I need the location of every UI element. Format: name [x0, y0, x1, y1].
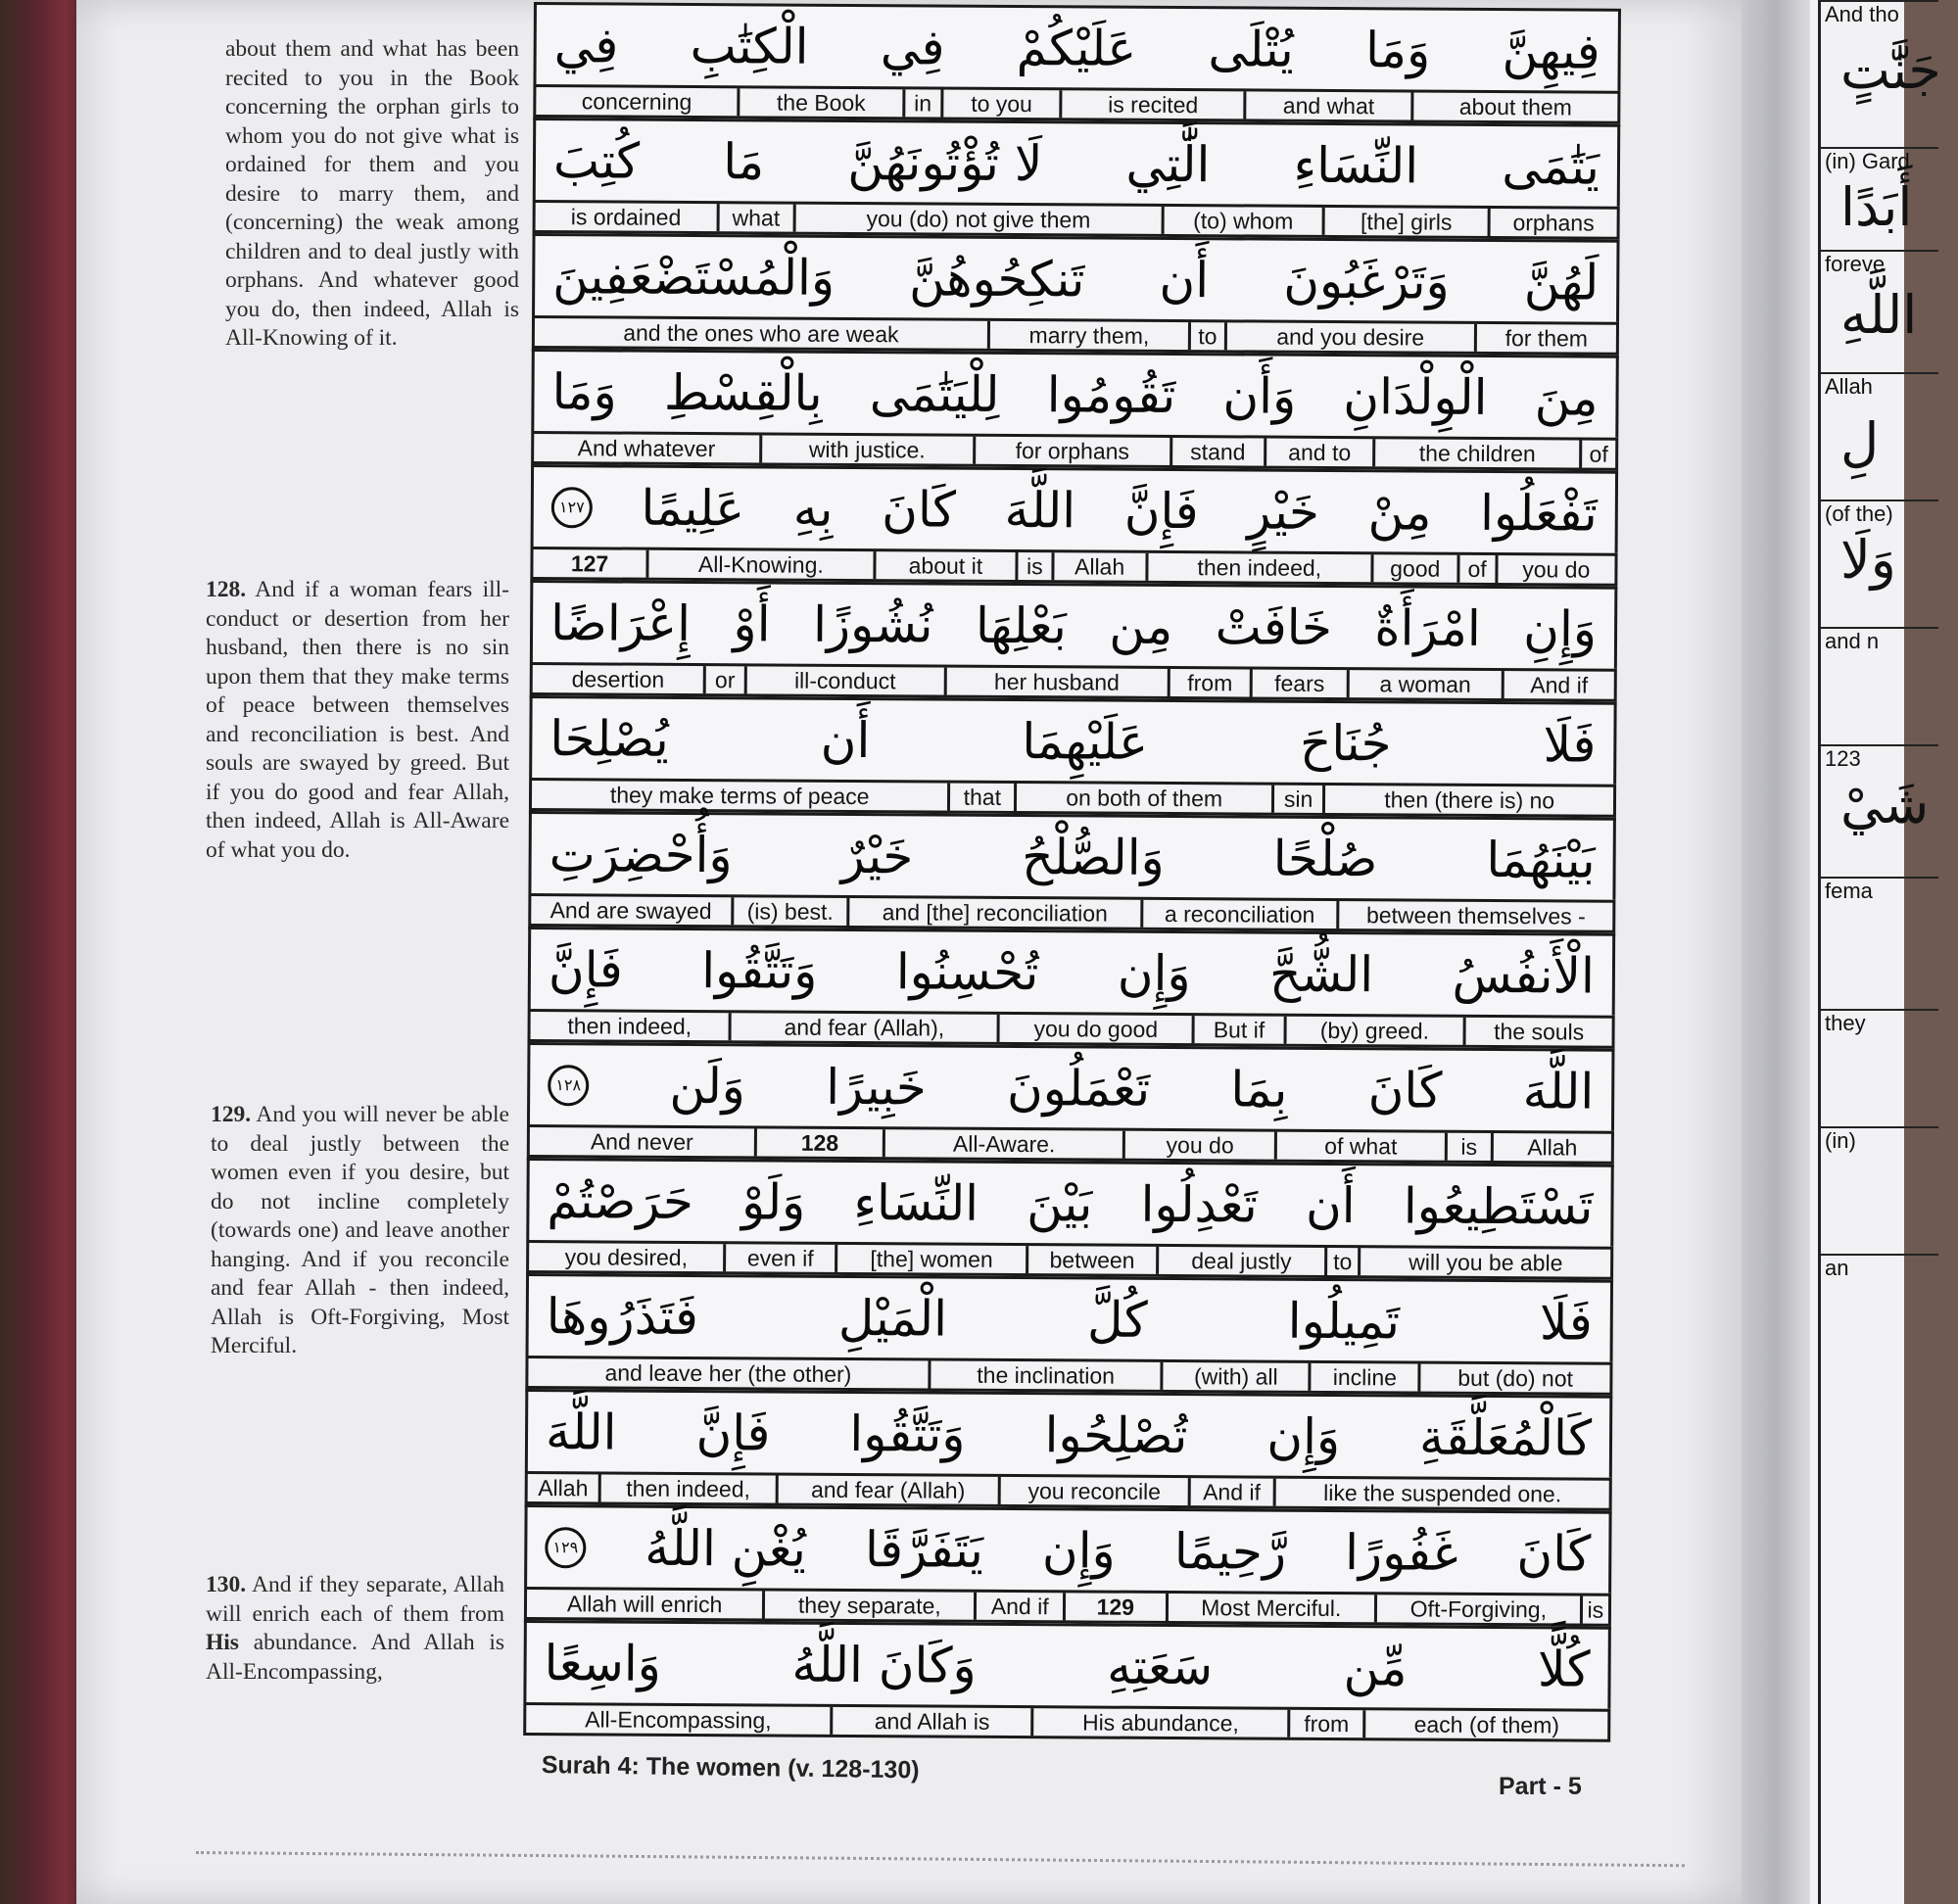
translation-cell: and leave her (the other)	[604, 1359, 852, 1388]
passage-text: abundance. And Allah is All-Encompassing,	[206, 1630, 505, 1685]
translation-cell: (to) whom	[1162, 207, 1323, 235]
translation-cell: And whatever	[577, 435, 716, 462]
arabic-word: امْرَأَةٌ	[1374, 598, 1481, 657]
translation-cell: you reconcile	[998, 1477, 1188, 1505]
verse-line	[524, 1504, 1612, 1627]
translation-cell: and the ones who are weak	[623, 319, 899, 348]
translation-cell: And if	[974, 1593, 1063, 1621]
translation-cell: and what	[1244, 91, 1411, 119]
arabic-word: مَا	[723, 132, 765, 190]
translation-cell: Most Merciful.	[1165, 1594, 1374, 1622]
np-arabic: أَبَدًا	[1840, 176, 1913, 238]
arabic-word: وَمَا	[551, 362, 617, 421]
passage-text: And you will never be able to deal justly between the women even if you desire, but do not incline completely (towards one) and leave another hanging. And if you reconcile and fear Allah - then indeed, Allah is Oft-Forgiving, Most Merciful.	[211, 1102, 509, 1358]
arabic-word: وَلَوْ	[740, 1172, 806, 1231]
arabic-word: وَتَتَّقُوا	[849, 1404, 966, 1463]
translation-cell: is ordained	[570, 204, 682, 230]
arabic-line	[532, 233, 1619, 322]
part-label: Part - 5	[1499, 1773, 1582, 1800]
arabic-word: لَهُنَّ	[1523, 253, 1600, 311]
arabic-word: تَمِيلُوا	[1287, 1292, 1401, 1350]
translation-cell: (with) all	[1161, 1362, 1309, 1391]
arabic-word: وَمَا	[1364, 21, 1431, 79]
np-arabic: شَيْ	[1840, 774, 1930, 835]
word-by-word-grid	[523, 0, 1621, 1740]
translation-cell: you desired,	[564, 1244, 689, 1270]
verse-line	[525, 1273, 1613, 1396]
ayah-end-marker: ١٢٨	[548, 1065, 589, 1106]
arabic-word: فَلَا	[1539, 1293, 1593, 1352]
arabic-word: فَتَذَرُوهَا	[546, 1287, 699, 1346]
passage-127	[225, 35, 519, 354]
translation-cell: on both of them	[1014, 784, 1271, 813]
arabic-word: تَقُومُوا	[1046, 365, 1176, 424]
translation-cell: with justice.	[759, 435, 973, 463]
arabic-word: رَّحِيمًا	[1173, 1522, 1287, 1581]
arabic-word: كُلًّا	[1537, 1640, 1591, 1698]
arabic-word: اللَّهَ	[545, 1403, 617, 1461]
translation-cell: concerning	[581, 88, 692, 115]
np-arabic: لِ	[1840, 411, 1880, 473]
arabic-word: تُحْسِنُوا	[895, 942, 1039, 1001]
translation-cell: But if	[1192, 1016, 1283, 1044]
arabic-word: إِعْرَاضًا	[549, 594, 692, 652]
verse-number-cell: 129	[1063, 1593, 1166, 1621]
translation-cell: then indeed,	[567, 1013, 692, 1040]
translation-cell: and fear (Allah)	[775, 1476, 998, 1504]
translation-cell: And if	[1187, 1478, 1272, 1506]
arabic-word: تُصْلِحُوا	[1044, 1405, 1188, 1464]
translation-cell: orphans	[1487, 209, 1616, 237]
arabic-word: الْأَنفُسُ	[1452, 946, 1596, 1005]
translation-cell: that	[947, 784, 1014, 811]
translation-cell: is recited	[1060, 90, 1244, 119]
arabic-word: أَن	[1305, 1176, 1356, 1234]
arabic-word: بِمَا	[1230, 1060, 1288, 1119]
translation-cell: about them	[1410, 92, 1617, 120]
passage-text: And if a woman fears ill-conduct or desertion from her husband, then there is no sin upon them that they make terms of peace between themselves and reconciliation is best. And souls are swayed by greed. But if you do good and fear Allah, then indeed, Allah is All-Aware of what you do.	[206, 577, 509, 863]
verse-line	[530, 580, 1618, 702]
arabic-word: النِّسَاءِ	[1293, 136, 1419, 195]
translation-cell: All-Aware.	[883, 1129, 1122, 1158]
arabic-word: الَّٰتِي	[1125, 135, 1211, 193]
translation-cell: to	[1324, 1248, 1359, 1275]
translation-cell: [the] girls	[1322, 208, 1488, 236]
translation-cell: ill-conduct	[743, 666, 943, 694]
verse-line	[533, 2, 1621, 124]
arabic-line	[528, 927, 1615, 1016]
adjacent-page-frame	[1818, 0, 1941, 1904]
arabic-word: فَإِنَّ	[1123, 482, 1199, 540]
translation-cell: And if	[1502, 671, 1614, 699]
np-label: and n	[1821, 627, 1938, 654]
translation-cell: the Book	[738, 88, 902, 117]
translation-cell: from	[1287, 1710, 1362, 1737]
translation-cell: And are swayed	[549, 897, 712, 925]
verse-number: 130.	[206, 1572, 247, 1597]
translation-cell: and fear (Allah),	[729, 1013, 997, 1042]
arabic-word: وَتَرْغَبُونَ	[1283, 252, 1450, 310]
arabic-word: وَالْمُسْتَضْعَفِينَ	[552, 247, 836, 307]
arabic-word: تَفْعَلُوا	[1479, 484, 1598, 543]
arabic-line	[524, 1504, 1611, 1594]
translation-cell: and to	[1264, 439, 1373, 467]
arabic-word: وَأُحْضِرَتِ	[549, 825, 733, 883]
translation-line	[523, 1702, 1610, 1742]
verse-line	[531, 349, 1619, 471]
translation-cell: even if	[723, 1244, 835, 1272]
verse-line	[526, 1158, 1614, 1280]
translation-cell: you do good	[997, 1015, 1192, 1043]
np-arabic: جَنَّٰتٍ	[1840, 39, 1941, 101]
arabic-word: كَانَ	[1367, 1061, 1443, 1119]
np-label: (of the)	[1821, 500, 1938, 527]
arabic-word: مِنَ	[1534, 368, 1599, 427]
arabic-word: اللَّهَ	[1522, 1062, 1595, 1120]
arabic-word: سَعَتِهِ	[1107, 1638, 1214, 1695]
arabic-word: فَلَا	[1543, 715, 1597, 774]
book-gutter	[1742, 0, 1810, 1904]
arabic-line	[531, 349, 1618, 438]
verse-line	[532, 233, 1620, 356]
translation-cell: deal justly	[1156, 1247, 1324, 1275]
translation-cell: is	[1016, 552, 1052, 580]
np-label: (in) Gard	[1821, 147, 1938, 174]
translation-cell: All-Encompassing,	[585, 1706, 772, 1734]
arabic-word: لَا تُؤْتُونَهُنَّ	[847, 133, 1043, 192]
np-label: (in)	[1821, 1126, 1938, 1154]
arabic-word: جُنَاحَ	[1299, 714, 1392, 772]
translation-cell: between themselves -	[1336, 901, 1612, 930]
arabic-word: غَفُورًا	[1344, 1523, 1458, 1582]
arabic-word: مِن	[1109, 597, 1173, 655]
translation-cell: Allah	[1491, 1133, 1611, 1162]
arabic-word: يُغْنِ اللَّهُ	[645, 1519, 807, 1578]
verse-line	[530, 464, 1618, 587]
np-label: foreve	[1821, 250, 1938, 277]
arabic-word: مِنْ	[1367, 483, 1432, 542]
passage-128	[206, 576, 509, 865]
translation-cell: of what	[1274, 1132, 1445, 1161]
arabic-word: بَيْنَ	[1027, 1174, 1093, 1233]
arabic-word: اللَّهَ	[1004, 481, 1076, 539]
verse-number: 128.	[206, 577, 247, 602]
arabic-word: وَإِن	[1041, 1521, 1116, 1580]
arabic-word: عَلِيمًا	[641, 479, 745, 537]
translation-cell: they make terms of peace	[609, 782, 870, 810]
translation-cell: And never	[590, 1128, 693, 1156]
arabic-word: فِي	[880, 18, 945, 76]
translation-cell: her husband	[943, 668, 1167, 696]
arabic-word: تَعْمَلُونَ	[1006, 1059, 1151, 1118]
translation-cell: His abundance,	[1031, 1708, 1288, 1737]
arabic-word: الْمَيْلِ	[837, 1289, 948, 1348]
translation-cell: from	[1167, 669, 1250, 697]
ayah-end-marker: ١٢٩	[545, 1527, 586, 1568]
arabic-word: فَإِنَّ	[548, 940, 623, 999]
arabic-word: كَالْمُعَلَّقَةِ	[1418, 1408, 1593, 1467]
translation-cell: the children	[1372, 439, 1579, 467]
arabic-word: الْوِلْدَانِ	[1343, 367, 1488, 426]
verse-number-cell: 127	[570, 550, 609, 577]
arabic-line	[530, 580, 1617, 669]
arabic-line	[533, 118, 1620, 207]
arabic-word: يُتْلَى	[1208, 20, 1294, 78]
translation-cell: (is) best.	[731, 897, 847, 926]
arabic-word: أَوْ	[733, 595, 771, 652]
passage-129	[211, 1101, 509, 1361]
translation-cell: is	[1445, 1133, 1491, 1161]
translation-cell: stand	[1170, 438, 1264, 466]
translation-cell: incline	[1309, 1363, 1418, 1392]
translation-cell: Allah	[1051, 552, 1145, 581]
arabic-word: فَإِنَّ	[695, 1404, 771, 1462]
arabic-line	[526, 1158, 1613, 1247]
translation-cell: fears	[1250, 669, 1347, 697]
translation-cell: you do	[1495, 555, 1615, 584]
arabic-word: مِّن	[1343, 1639, 1408, 1696]
arabic-line	[533, 2, 1620, 91]
arabic-word: كُتِبَ	[552, 131, 641, 190]
arabic-line	[531, 464, 1618, 553]
translation-cell: or	[703, 666, 743, 693]
translation-cell: of	[1457, 555, 1495, 583]
translation-cell: sin	[1271, 785, 1323, 813]
verse-number-cell: 128	[754, 1128, 883, 1157]
translation-cell: and Allah is	[830, 1707, 1030, 1736]
arabic-line	[523, 1620, 1610, 1709]
np-label: fema	[1821, 877, 1938, 904]
arabic-word: وَإِنِ	[1523, 599, 1598, 658]
translation-cell: to	[1188, 322, 1224, 350]
translation-cell: but (do) not	[1418, 1364, 1610, 1393]
arabic-word: عَلَيْكُمْ	[1016, 19, 1137, 77]
arabic-word: وَكَانَ اللَّهُ	[791, 1636, 977, 1694]
arabic-word: كَانَ	[882, 480, 957, 539]
translation-cell: between	[1026, 1246, 1156, 1274]
np-label: Allah	[1821, 372, 1938, 400]
arabic-word: كَانَ	[1516, 1524, 1592, 1583]
passage-130	[206, 1571, 504, 1687]
translation-cell: then (there is) no	[1322, 785, 1613, 815]
np-arabic: وَلَا	[1840, 529, 1896, 591]
arabic-word: فِيهِنَّ	[1502, 22, 1600, 80]
translation-cell: what	[716, 204, 792, 231]
arabic-word: وَتَتَّقُوا	[701, 941, 818, 1000]
translation-cell: Oft-Forgiving,	[1374, 1595, 1580, 1623]
verse-line	[525, 1389, 1613, 1511]
translation-cell: will you be able	[1358, 1248, 1610, 1277]
translation-cell: about it	[873, 551, 1016, 580]
arabic-word: وَلَن	[669, 1057, 746, 1115]
verse-line	[528, 927, 1616, 1049]
arabic-word: حَرَصْتُمْ	[547, 1171, 694, 1230]
arabic-word: الشُّحَّ	[1268, 945, 1374, 1003]
arabic-word: عَلَيْهِمَا	[1022, 712, 1149, 771]
arabic-word: خَبِيرًا	[826, 1058, 927, 1116]
translation-cell: Allah will enrich	[566, 1591, 723, 1618]
arabic-word: وَاسِعًا	[544, 1634, 662, 1692]
passage-text: about them and what has been recited to you in the Book concerning the orphan girls to whom you do not give what is ordained for them and you desire to marry them, and (concerning) the weak among children and to deal justly with orphans. And whatever good you do, then indeed, Allah is All-Knowing of it.	[225, 36, 519, 351]
arabic-word: خَيْرٌ	[840, 827, 914, 884]
translation-cell: for orphans	[973, 437, 1170, 465]
translation-cell: then indeed,	[598, 1474, 775, 1502]
translation-cell: All-Knowing.	[646, 550, 874, 579]
arabic-word: يَتَفَرَّقَا	[864, 1520, 984, 1579]
arabic-word: وَالصُّلْحُ	[1022, 828, 1165, 886]
np-label: they	[1821, 1009, 1938, 1036]
arabic-word: بِهِ	[792, 480, 834, 538]
np-label: 123	[1821, 744, 1938, 772]
verse-line	[527, 1042, 1615, 1165]
translation-cell: each (of them)	[1362, 1710, 1607, 1739]
translation-cell: like the suspended one.	[1273, 1479, 1609, 1508]
translation-cell: the inclination	[928, 1360, 1161, 1389]
translation-cell: for them	[1474, 324, 1616, 353]
translation-cell: you (do) not give them	[792, 205, 1161, 234]
arabic-word: وَإِن	[1117, 944, 1191, 1002]
arabic-word: وَأَن	[1222, 366, 1297, 425]
arabic-word: يُصْلِحَا	[549, 709, 669, 768]
adjacent-page	[1810, 0, 1941, 1904]
arabic-word: فِي	[553, 16, 619, 74]
arabic-word: خَافَتْ	[1215, 597, 1333, 656]
arabic-word: يَتَٰمَى	[1502, 137, 1600, 196]
verse-line	[528, 811, 1616, 933]
verse-number: 129.	[211, 1102, 252, 1127]
arabic-word: بَيْنَهُمَا	[1486, 831, 1596, 889]
arabic-word: تَسْتَطِيعُوا	[1403, 1176, 1594, 1236]
arabic-word: النِّسَاءِ	[853, 1173, 979, 1232]
arabic-word: نُشُوزًا	[812, 595, 933, 654]
verse-line	[529, 695, 1617, 818]
arabic-word: بِالْقِسْطِ	[663, 363, 823, 422]
verse-line	[533, 118, 1621, 240]
translation-cell: to you	[940, 90, 1060, 119]
np-label: an	[1821, 1254, 1938, 1281]
translation-cell: the souls	[1463, 1018, 1612, 1046]
translation-cell: they separate,	[762, 1591, 974, 1619]
translation-cell: you do	[1122, 1131, 1274, 1160]
arabic-word: كُلَّ	[1086, 1290, 1148, 1349]
ayah-end-marker: ١٢٧	[551, 487, 593, 528]
translation-cell: is	[1580, 1596, 1608, 1624]
np-label: And tho	[1821, 0, 1938, 27]
arabic-word: لِلْيَتَٰمَى	[869, 364, 1000, 423]
arabic-word: صُلْحًا	[1272, 830, 1378, 887]
arabic-word: وَإِن	[1266, 1407, 1341, 1465]
translation-cell: Allah	[538, 1475, 589, 1501]
arabic-line	[528, 811, 1615, 900]
arabic-line	[526, 1273, 1613, 1362]
translation-cell: desertion	[571, 666, 665, 692]
translation-cell: [the] women	[835, 1245, 1026, 1273]
np-arabic: اللَّهِ	[1840, 284, 1918, 346]
arabic-word: تَعْدِلُوا	[1140, 1175, 1259, 1234]
translation-cell: a reconciliation	[1140, 900, 1337, 928]
arabic-line	[525, 1389, 1612, 1478]
translation-cell: then indeed,	[1145, 553, 1370, 582]
passage-text: And if they separate, Allah will enrich each of them from	[206, 1572, 504, 1627]
arabic-word: أَن	[1159, 251, 1210, 309]
translation-cell: of	[1579, 441, 1615, 468]
arabic-line	[529, 695, 1616, 785]
arabic-word: خَيْرٍ	[1247, 482, 1320, 541]
translation-cell: good	[1370, 554, 1457, 583]
arabic-line	[527, 1042, 1614, 1131]
translation-cell: in	[902, 89, 941, 117]
translation-cell: and you desire	[1224, 322, 1474, 352]
translation-cell: marry them,	[987, 321, 1188, 350]
translation-cell: and [the] reconciliation	[847, 898, 1140, 928]
translation-cell: a woman	[1346, 670, 1501, 698]
arabic-word: بَعْلِهَا	[975, 596, 1068, 654]
arabic-word: الْكِتَٰبِ	[690, 17, 809, 75]
arabic-word: تَنكِحُوهُنَّ	[909, 249, 1085, 308]
passage-bold-word: His	[206, 1630, 239, 1655]
verse-line	[523, 1620, 1611, 1742]
surah-caption: Surah 4: The women (v. 128-130)	[541, 1751, 920, 1785]
translation-cell: (by) greed.	[1283, 1017, 1463, 1045]
arabic-word: أَن	[820, 711, 871, 769]
